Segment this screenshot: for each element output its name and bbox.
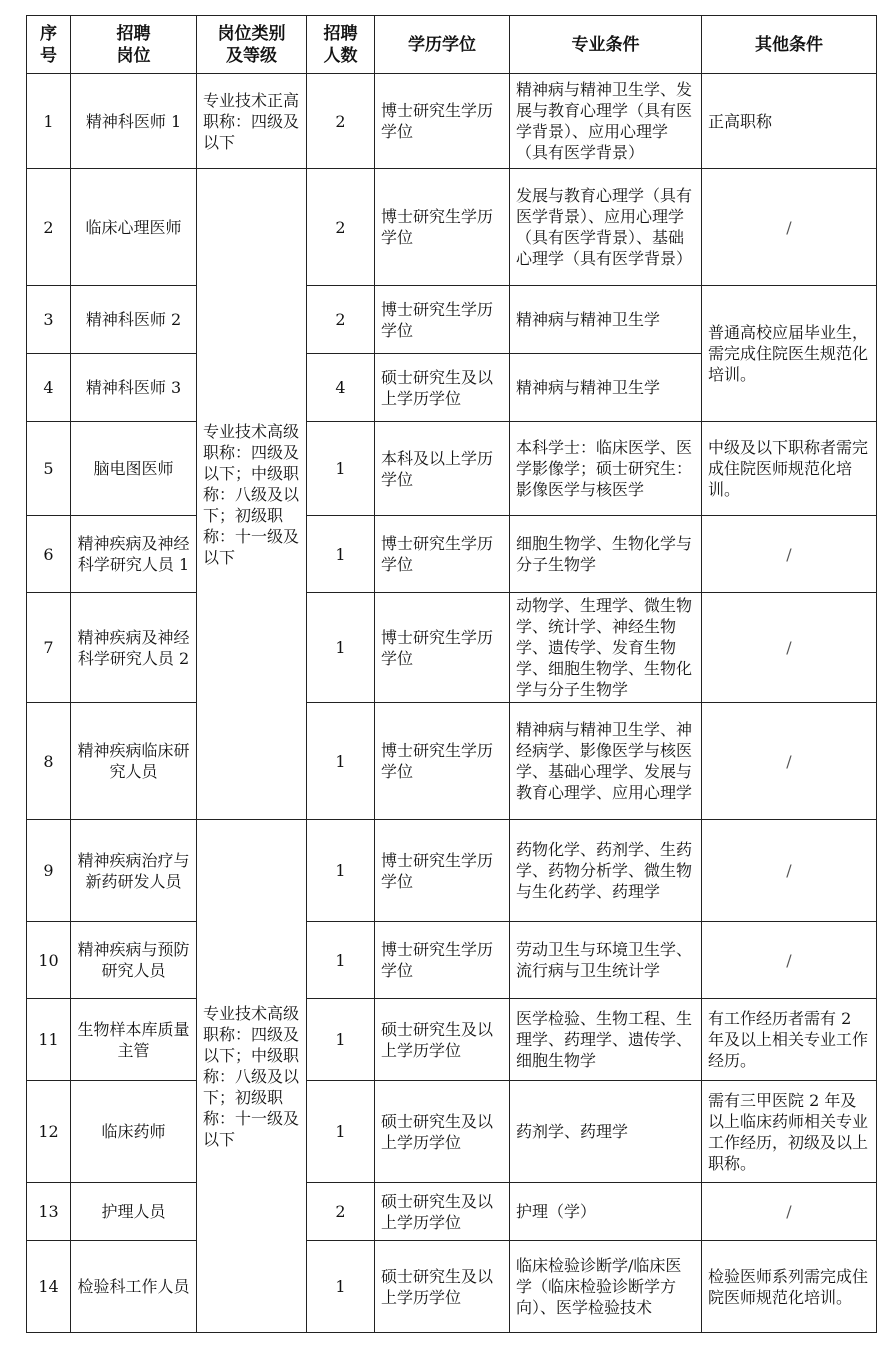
row-post: 临床心理医师 [71, 169, 197, 286]
row-post: 精神疾病及神经科学研究人员 2 [71, 593, 197, 703]
header-major: 专业条件 [510, 16, 702, 74]
row-no: 12 [27, 1081, 71, 1183]
header-row [27, 16, 877, 74]
row-no: 2 [27, 169, 71, 286]
row-other: 正高职称 [702, 74, 877, 169]
row-no: 7 [27, 593, 71, 703]
row-other: / [702, 1183, 877, 1241]
row-count: 4 [307, 354, 375, 422]
row-major: 临床检验诊断学/临床医学（临床检验诊断学方向）、医学检验技术 [510, 1241, 702, 1333]
row-other: 检验医师系列需完成住院医师规范化培训。 [702, 1241, 877, 1333]
row-count: 1 [307, 703, 375, 820]
header-no: 序 号 [27, 16, 71, 74]
row-education: 博士研究生学历学位 [375, 593, 510, 703]
row-major: 精神病与精神卫生学 [510, 286, 702, 354]
row-major: 动物学、生理学、微生物学、统计学、神经生物学、遗传学、发育生物学、细胞生物学、生物化学与分子生物学 [510, 593, 702, 703]
row-post: 精神疾病临床研究人员 [71, 703, 197, 820]
table-row [27, 999, 877, 1081]
row-count: 1 [307, 422, 375, 516]
table-row [27, 1241, 877, 1333]
row-major: 本科学士：临床医学、医学影像学；硕士研究生：影像医学与核医学 [510, 422, 702, 516]
row-other: 有工作经历者需有 2 年及以上相关专业工作经历。 [702, 999, 877, 1081]
row-education: 硕士研究生及以上学历学位 [375, 1081, 510, 1183]
row-count: 2 [307, 1183, 375, 1241]
row-no: 5 [27, 422, 71, 516]
row-other: 需有三甲医院 2 年及以上临床药师相关专业工作经历，初级及以上职称。 [702, 1081, 877, 1183]
row-category: 专业技术高级职称：四级及以下；中级职称：八级及以下；初级职称：十一级及以下 [197, 169, 307, 820]
row-major: 药剂学、药理学 [510, 1081, 702, 1183]
row-post: 检验科工作人员 [71, 1241, 197, 1333]
row-no: 10 [27, 922, 71, 999]
row-education: 硕士研究生及以上学历学位 [375, 999, 510, 1081]
row-count: 1 [307, 922, 375, 999]
table-row [27, 820, 877, 922]
row-education: 硕士研究生及以上学历学位 [375, 1241, 510, 1333]
row-count: 1 [307, 1081, 375, 1183]
header-other: 其他条件 [702, 16, 877, 74]
row-post: 精神疾病与预防研究人员 [71, 922, 197, 999]
row-no: 9 [27, 820, 71, 922]
row-no: 14 [27, 1241, 71, 1333]
row-major: 劳动卫生与环境卫生学、流行病与卫生统计学 [510, 922, 702, 999]
row-education: 本科及以上学历学位 [375, 422, 510, 516]
row-post: 脑电图医师 [71, 422, 197, 516]
row-education: 硕士研究生及以上学历学位 [375, 1183, 510, 1241]
row-major: 精神病与精神卫生学、发展与教育心理学（具有医学背景）、应用心理学（具有医学背景） [510, 74, 702, 169]
table-row [27, 1081, 877, 1183]
row-other: / [702, 516, 877, 593]
row-post: 生物样本库质量主管 [71, 999, 197, 1081]
row-count: 1 [307, 820, 375, 922]
row-post: 精神科医师 2 [71, 286, 197, 354]
table-row [27, 74, 877, 169]
row-major: 护理（学） [510, 1183, 702, 1241]
row-major: 医学检验、生物工程、生理学、药理学、遗传学、细胞生物学 [510, 999, 702, 1081]
table-row [27, 169, 877, 286]
recruitment-table [26, 15, 877, 1333]
row-other: 普通高校应届毕业生，需完成住院医生规范化培训。 [702, 286, 877, 422]
header-education: 学历学位 [375, 16, 510, 74]
row-other: / [702, 922, 877, 999]
row-education: 博士研究生学历学位 [375, 74, 510, 169]
table-row [27, 593, 877, 703]
row-post: 精神疾病治疗与新药研发人员 [71, 820, 197, 922]
row-post: 精神疾病及神经科学研究人员 1 [71, 516, 197, 593]
row-education: 博士研究生学历学位 [375, 516, 510, 593]
row-post: 精神科医师 3 [71, 354, 197, 422]
header-count: 招聘 人数 [307, 16, 375, 74]
row-count: 1 [307, 516, 375, 593]
table-row [27, 1183, 877, 1241]
row-other: / [702, 169, 877, 286]
row-other: / [702, 593, 877, 703]
table-row [27, 516, 877, 593]
row-major: 药物化学、药剂学、生药学、药物分析学、微生物与生化药学、药理学 [510, 820, 702, 922]
row-count: 1 [307, 999, 375, 1081]
row-no: 13 [27, 1183, 71, 1241]
row-post: 护理人员 [71, 1183, 197, 1241]
row-education: 博士研究生学历学位 [375, 922, 510, 999]
table-row [27, 286, 877, 354]
row-count: 2 [307, 286, 375, 354]
row-category: 专业技术正高职称：四级及以下 [197, 74, 307, 169]
row-count: 2 [307, 74, 375, 169]
header-category: 岗位类别 及等级 [197, 16, 307, 74]
row-education: 硕士研究生及以上学历学位 [375, 354, 510, 422]
table-row [27, 922, 877, 999]
row-post: 临床药师 [71, 1081, 197, 1183]
row-education: 博士研究生学历学位 [375, 820, 510, 922]
table-row [27, 703, 877, 820]
header-post: 招聘 岗位 [71, 16, 197, 74]
row-no: 8 [27, 703, 71, 820]
row-other: 中级及以下职称者需完成住院医师规范化培训。 [702, 422, 877, 516]
row-major: 发展与教育心理学（具有医学背景）、应用心理学（具有医学背景）、基础心理学（具有医学背景） [510, 169, 702, 286]
row-no: 1 [27, 74, 71, 169]
row-major: 精神病与精神卫生学 [510, 354, 702, 422]
row-count: 1 [307, 593, 375, 703]
row-major: 精神病与精神卫生学、神经病学、影像医学与核医学、基础心理学、发展与教育心理学、应用心理学 [510, 703, 702, 820]
row-count: 1 [307, 1241, 375, 1333]
row-no: 11 [27, 999, 71, 1081]
row-other: / [702, 820, 877, 922]
row-no: 3 [27, 286, 71, 354]
row-other: / [702, 703, 877, 820]
row-count: 2 [307, 169, 375, 286]
row-no: 4 [27, 354, 71, 422]
row-major: 细胞生物学、生物化学与分子生物学 [510, 516, 702, 593]
row-education: 博士研究生学历学位 [375, 286, 510, 354]
row-category: 专业技术高级职称：四级及以下；中级职称：八级及以下；初级职称：十一级及以下 [197, 820, 307, 1333]
row-post: 精神科医师 1 [71, 74, 197, 169]
table-row [27, 422, 877, 516]
row-education: 博士研究生学历学位 [375, 703, 510, 820]
row-education: 博士研究生学历学位 [375, 169, 510, 286]
row-no: 6 [27, 516, 71, 593]
